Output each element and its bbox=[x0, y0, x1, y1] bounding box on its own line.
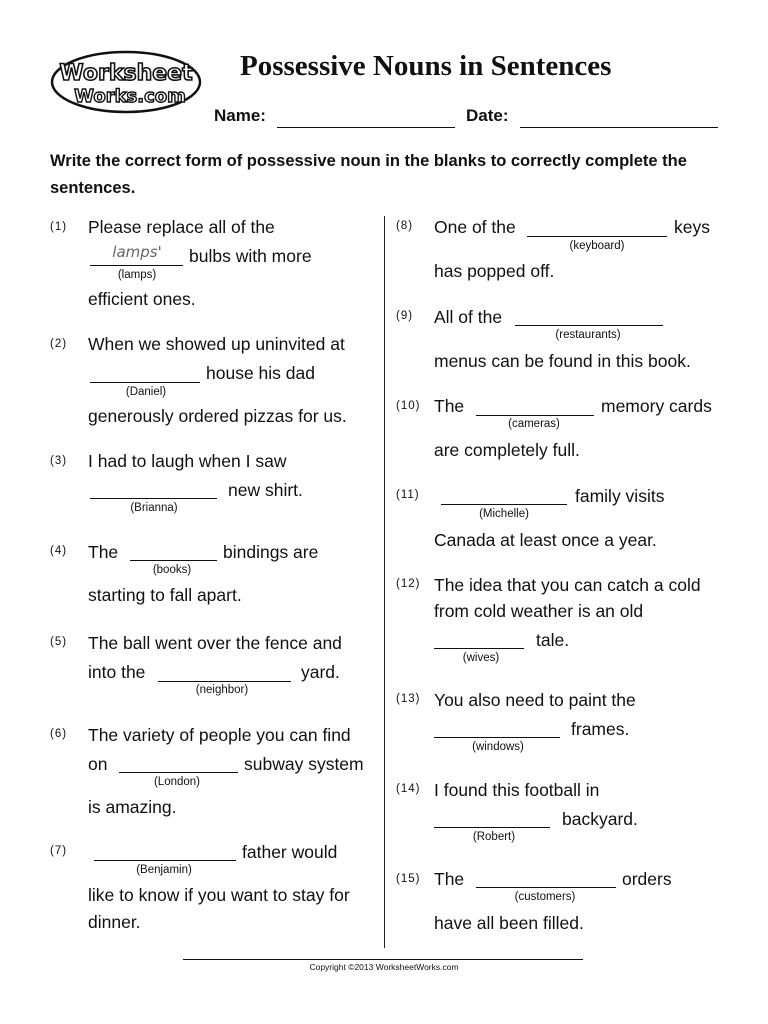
sentence-text: I had to laugh when I saw bbox=[88, 451, 287, 471]
hint-text: (London) bbox=[153, 776, 201, 788]
sentence-text: keys bbox=[674, 217, 710, 237]
sentence-text: have all been filled. bbox=[434, 913, 584, 933]
sentence-text: are completely full. bbox=[434, 440, 580, 460]
hint-text: (Daniel) bbox=[125, 386, 167, 398]
footer-rule bbox=[183, 959, 583, 960]
answer-blank[interactable] bbox=[130, 560, 217, 561]
hint-text: (books) bbox=[152, 564, 192, 576]
sentence-text: from cold weather is an old bbox=[434, 601, 644, 621]
answer-blank[interactable] bbox=[119, 772, 238, 773]
sentence-text: You also need to paint the bbox=[434, 690, 636, 710]
question-number: (8) bbox=[396, 220, 414, 232]
sentence-text: efficient ones. bbox=[88, 289, 196, 309]
svg-text:Works.com: Works.com bbox=[74, 86, 186, 107]
question-number: (11) bbox=[396, 489, 420, 501]
answer-blank[interactable] bbox=[527, 236, 667, 237]
answer-blank[interactable] bbox=[94, 860, 236, 861]
sentence-text: like to know if you want to stay for bbox=[88, 885, 350, 905]
sentence-text: bindings are bbox=[223, 542, 319, 562]
sentence-text: Canada at least once a year. bbox=[434, 530, 657, 550]
question-number: (14) bbox=[396, 783, 421, 795]
hint-text: (cameras) bbox=[508, 418, 560, 430]
copyright-footer: Copyright ©2013 WorksheetWorks.com bbox=[309, 962, 459, 972]
sentence-text: The bbox=[434, 869, 465, 889]
date-label: Date: bbox=[466, 106, 509, 125]
svg-text:Worksheet: Worksheet bbox=[59, 61, 193, 86]
question-number: (7) bbox=[50, 845, 68, 857]
sentence-text: The bbox=[88, 542, 119, 562]
answer-blank[interactable] bbox=[515, 325, 663, 326]
sentence-text: All of the bbox=[434, 307, 503, 327]
sentence-text: orders bbox=[622, 869, 672, 889]
question-number: (13) bbox=[396, 693, 421, 705]
question-number: (12) bbox=[396, 578, 421, 590]
sentence-text: When we showed up uninvited at bbox=[88, 334, 345, 354]
sentence-text: generously ordered pizzas for us. bbox=[88, 406, 347, 426]
sentence-text: The variety of people you can find bbox=[88, 725, 351, 745]
sentence-text: subway system bbox=[244, 754, 364, 774]
answer-blank[interactable] bbox=[90, 265, 183, 266]
question-number: (3) bbox=[50, 455, 68, 467]
hint-text: (windows) bbox=[472, 741, 524, 753]
sentence-text: menus can be found in this book. bbox=[434, 351, 691, 371]
hint-text: (Michelle) bbox=[479, 508, 529, 520]
sentence-text: tale. bbox=[536, 630, 570, 650]
hint-text: (restaurants) bbox=[555, 329, 621, 341]
sentence-text: One of the bbox=[434, 217, 516, 237]
hint-text: (lamps) bbox=[117, 269, 157, 281]
question-number: (1) bbox=[50, 221, 68, 233]
hint-text: (neighbor) bbox=[195, 684, 249, 696]
sentence-text: yard. bbox=[301, 662, 340, 682]
sentence-text: on bbox=[88, 754, 108, 774]
answer-blank[interactable] bbox=[476, 887, 616, 888]
sentence-text: memory cards bbox=[601, 396, 712, 416]
sentence-text: family visits bbox=[575, 486, 665, 506]
sentence-text: I found this football in bbox=[434, 780, 600, 800]
answer-blank[interactable] bbox=[476, 415, 594, 416]
hint-text: (Benjamin) bbox=[136, 864, 192, 876]
answer-blank[interactable] bbox=[434, 648, 524, 649]
sentence-text: backyard. bbox=[562, 809, 638, 829]
sentence-text: starting to fall apart. bbox=[88, 585, 242, 605]
question-number: (2) bbox=[50, 338, 68, 350]
answer-blank[interactable] bbox=[90, 498, 217, 499]
sentence-text: frames. bbox=[571, 719, 630, 739]
handwritten-answer: lamps' bbox=[112, 243, 162, 261]
column-divider bbox=[384, 216, 385, 948]
question-number: (10) bbox=[396, 400, 421, 412]
hint-text: (Robert) bbox=[472, 831, 516, 843]
question-number: (5) bbox=[50, 636, 68, 648]
name-label: Name: bbox=[214, 106, 266, 125]
question-number: (4) bbox=[50, 545, 68, 557]
sentence-text: bulbs with more bbox=[189, 246, 312, 266]
sentence-text: has popped off. bbox=[434, 261, 555, 281]
answer-blank[interactable] bbox=[434, 737, 560, 738]
answer-blank[interactable] bbox=[90, 382, 200, 383]
question-number: (15) bbox=[396, 873, 421, 885]
hint-text: (Brianna) bbox=[130, 502, 178, 514]
answer-blank[interactable] bbox=[434, 827, 550, 828]
sentence-text: The idea that you can catch a cold bbox=[434, 575, 701, 595]
sentence-text: house his dad bbox=[206, 363, 315, 383]
sentence-text: new shirt. bbox=[228, 480, 303, 500]
page-title: Possessive Nouns in Sentences bbox=[240, 50, 612, 82]
hint-text: (wives) bbox=[462, 652, 500, 664]
sentence-text: The ball went over the fence and bbox=[88, 633, 342, 653]
sentence-text: The bbox=[434, 396, 465, 416]
instructions: Write the correct form of possessive noun in the blanks to correctly complete the sentences. bbox=[50, 152, 687, 197]
sentence-text: into the bbox=[88, 662, 146, 682]
worksheetworks-logo bbox=[50, 50, 202, 114]
answer-blank[interactable] bbox=[158, 681, 291, 682]
name-field-line[interactable] bbox=[277, 127, 455, 128]
sentence-text: dinner. bbox=[88, 912, 141, 932]
sentence-text: is amazing. bbox=[88, 797, 177, 817]
answer-blank[interactable] bbox=[441, 504, 567, 505]
question-number: (9) bbox=[396, 310, 414, 322]
hint-text: (keyboard) bbox=[569, 240, 625, 252]
question-number: (6) bbox=[50, 728, 68, 740]
hint-text: (customers) bbox=[514, 891, 576, 903]
sentence-text: father would bbox=[242, 842, 338, 862]
sentence-text: Please replace all of the bbox=[88, 217, 275, 237]
date-field-line[interactable] bbox=[520, 127, 718, 128]
